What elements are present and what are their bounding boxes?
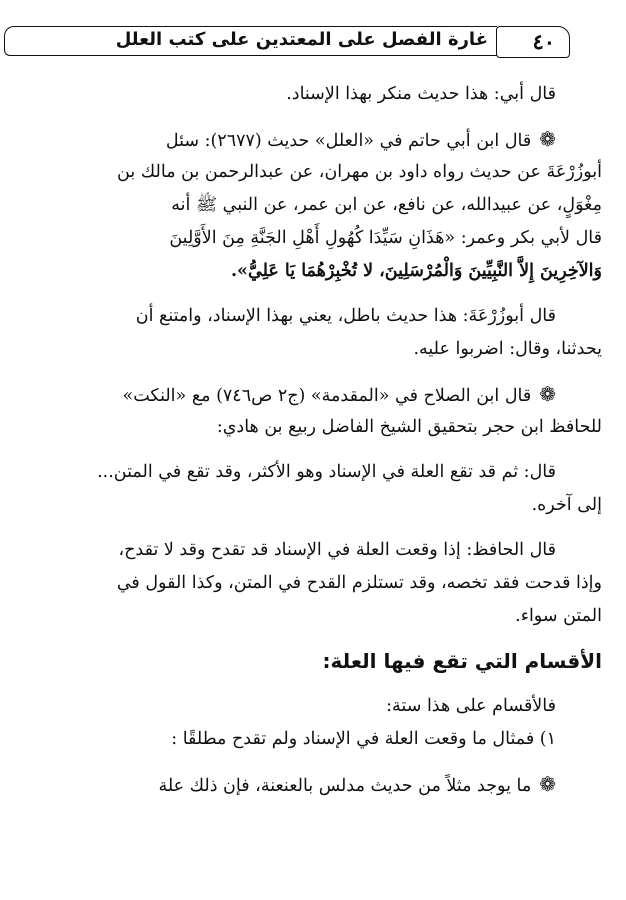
text-line	[20, 489, 602, 522]
line-text: ما يوجد مثلاً من حديث مدلس بالعنعنة، فإن ذلك علة	[158, 776, 532, 796]
text-line	[20, 690, 602, 723]
line-text: الأقسام التي تقع فيها العلة:	[322, 649, 602, 673]
line-text: قال لأبي بكر وعمر: «هَذَانِ سَيِّدَا كُهُولِ أَهْلِ الجَنَّةِ مِنَ الأَوَّلِينَ	[169, 228, 602, 248]
page-body	[20, 78, 602, 801]
paragraph-gap	[20, 288, 602, 300]
text-line	[20, 189, 602, 222]
running-title: غارة الفصل على المعتدين على كتب العلل	[115, 29, 488, 50]
line-text: قال ابن أبي حاتم في «العلل» حديث (٢٦٧٧): سئل	[165, 131, 532, 151]
page-header	[4, 26, 572, 66]
line-text: مِغْوَلٍ، عن عبيدالله، عن نافع، عن ابن عمر، عن النبي ﷺ أنه	[171, 195, 602, 215]
line-text: يحدثنا، وقال: اضربوا عليه.	[413, 339, 602, 359]
line-text: قال: ثم قد تقع العلة في الإسناد وهو الأكثر، وقد تقع في المتن...	[97, 462, 556, 482]
paragraph-gap	[20, 678, 602, 690]
paragraph-gap	[20, 756, 602, 768]
page-number-box	[496, 26, 570, 58]
text-line	[20, 723, 602, 756]
text-line	[20, 222, 602, 255]
flower-ornament-icon: ❁	[539, 772, 556, 796]
paragraph-gap	[20, 444, 602, 456]
line-text: فالأقسام على هذا ستة:	[386, 696, 556, 716]
text-line	[20, 333, 602, 366]
line-text: المتن سواء.	[515, 606, 602, 626]
line-text: أبوزُرْعَةَ عن حديث رواه داود بن مهران، عن عبدالرحمن بن مالك بن	[117, 162, 602, 182]
text-line	[20, 123, 602, 156]
line-text: وَالآخِرِينَ إِلاَّ النَّبِيِّينَ وَالْمُرْسَلِينَ، لا تُخْبِرْهُمَا يَا عَلِيُّ».	[230, 261, 602, 281]
line-text: للحافظ ابن حجر بتحقيق الشيخ الفاضل ربيع بن هادي:	[216, 417, 602, 437]
line-text: إلى آخره.	[531, 495, 602, 515]
paragraph-gap	[20, 366, 602, 378]
flower-ornament-icon: ❁	[539, 127, 556, 151]
line-text: قال الحافظ: إذا وقعت العلة في الإسناد قد تقدح وقد لا تقدح،	[118, 540, 556, 560]
section-heading	[20, 645, 602, 678]
text-line	[20, 78, 602, 111]
text-line	[20, 534, 602, 567]
text-line	[20, 600, 602, 633]
text-line	[20, 411, 602, 444]
line-text: وإذا قدحت فقد تخصه، وقد تستلزم القدح في المتن، وكذا القول في	[116, 573, 602, 593]
text-line	[20, 378, 602, 411]
line-text: قال ابن الصلاح في «المقدمة» (ج٢ ص٧٤٦) مع «النكت»	[122, 386, 532, 406]
flower-ornament-icon: ❁	[539, 382, 556, 406]
line-text: قال أبي: هذا حديث منكر بهذا الإسناد.	[286, 84, 556, 104]
paragraph-gap	[20, 522, 602, 534]
text-line	[20, 567, 602, 600]
page-number: ٤٠	[532, 29, 555, 54]
line-text: ١) فمثال ما وقعت العلة في الإسناد ولم تقدح مطلقًا :	[171, 729, 556, 749]
text-line	[20, 456, 602, 489]
line-text: قال أبوزُرْعَةَ: هذا حديث باطل، يعني بهذا الإسناد، وامتنع أن	[135, 306, 556, 326]
text-line	[20, 156, 602, 189]
text-line	[20, 255, 602, 288]
text-line	[20, 768, 602, 801]
text-line	[20, 300, 602, 333]
paragraph-gap	[20, 111, 602, 123]
paragraph-gap	[20, 633, 602, 645]
